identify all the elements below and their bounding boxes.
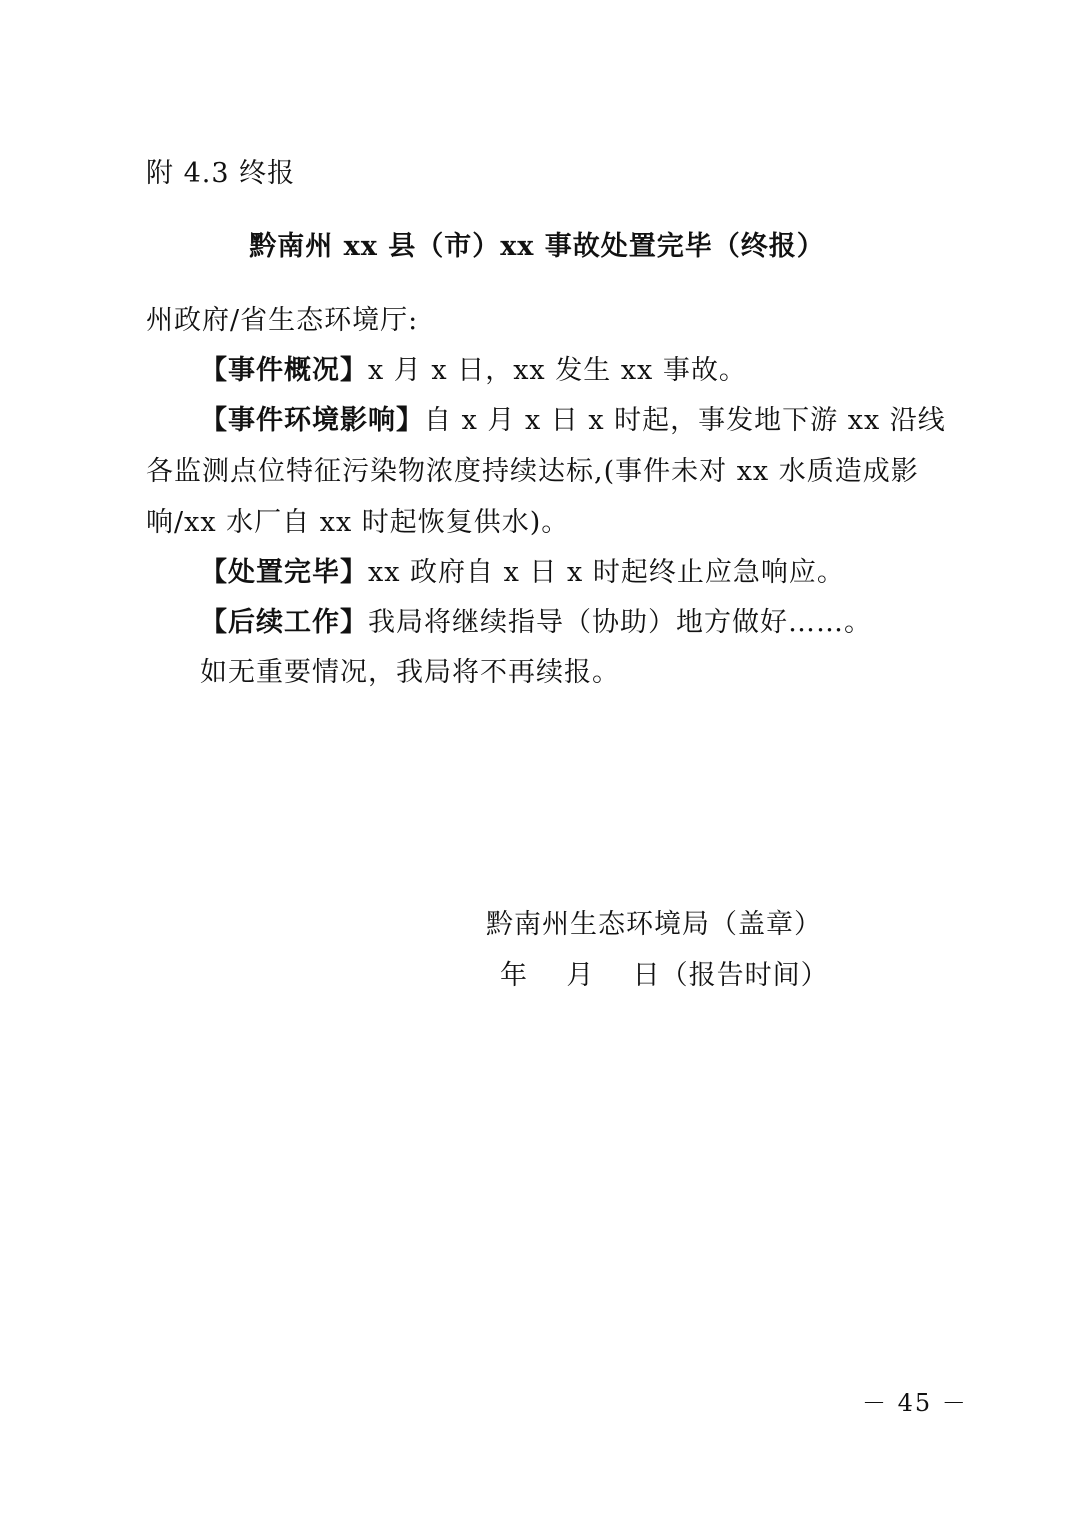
signature-date: 年 月 日（报告时间） (500, 960, 829, 991)
completed-text: xx 政府自 x 日 x 时起终止应急响应。 (368, 557, 845, 588)
impact-paragraph-line1 (200, 405, 946, 437)
signature-org: 黔南州生态环境局（盖章） (486, 909, 822, 940)
overview-paragraph (200, 355, 747, 387)
impact-paragraph-line2: 各监测点位特征污染物浓度持续达标,(事件未对 xx 水质造成影 (146, 456, 919, 487)
completed-paragraph (200, 557, 845, 589)
attachment-label: 附 4.3 终报 (146, 158, 296, 189)
impact-paragraph-line3: 响/xx 水厂自 xx 时起恢复供水)。 (146, 507, 570, 538)
followup-text: 我局将继续指导（协助）地方做好……。 (368, 607, 872, 638)
page-number: － 45 － (862, 1389, 968, 1417)
followup-paragraph (200, 607, 872, 639)
impact-text-line1: 自 x 月 x 日 x 时起，事发地下游 xx 沿线 (424, 405, 946, 436)
closing-paragraph: 如无重要情况，我局将不再续报。 (200, 657, 620, 688)
followup-keyword: 【后续工作】 (200, 607, 368, 638)
overview-text: x 月 x 日，xx 发生 xx 事故。 (368, 355, 747, 386)
recipient-line: 州政府/省生态环境厅: (146, 305, 419, 336)
overview-keyword: 【事件概况】 (200, 355, 368, 386)
completed-keyword: 【处置完毕】 (200, 557, 368, 588)
document-title: 黔南州 xx 县（市）xx 事故处置完毕（终报） (249, 231, 825, 262)
impact-keyword: 【事件环境影响】 (200, 405, 424, 436)
